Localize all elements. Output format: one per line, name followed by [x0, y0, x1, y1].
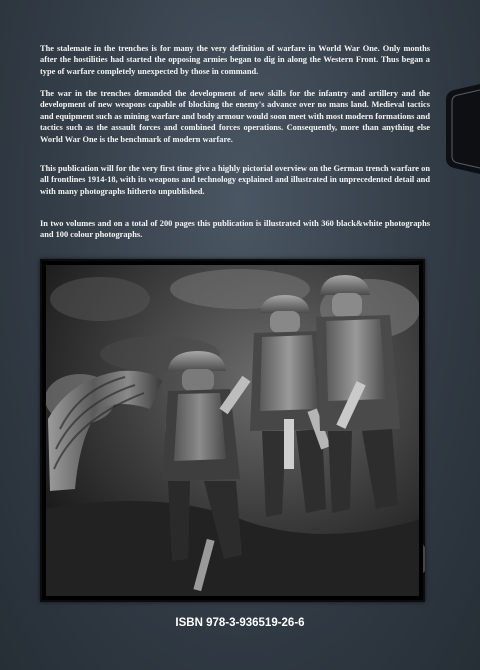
page-edge-tab	[446, 84, 480, 174]
intro-paragraph	[40, 43, 430, 77]
paragraph-trench-war: The war in the trenches demanded the development of new skills for the infantry and artillery and the development of new weapons capable of blocking the enemy's advance over no mans land. Medieval tactics and equipment such as mining warfare and body armour would soon meet with most modern formations and tactics such as the assault forces and combined forces operations. Consequently, more than anything else World War One is the benchmark of modern warfare.	[40, 89, 430, 144]
isbn-number: ISBN 978-3-936519-26-6	[175, 617, 305, 629]
publication-block	[40, 163, 430, 197]
volume-note-block	[40, 218, 430, 241]
paragraph-stalemate: The stalemate in the trenches is for many the very definition of warfare in World War One. Only months after the hostilities had started the opposing armies began to dig in along the Western Front. Thus began a type of warfare completely unexpected by those in command.	[40, 44, 430, 76]
paragraph-publication: This publication will for the very first time give a highly pictorial overview on the German trench warfare on all frontlines 1914-18, with its weapons and technology explained and illustrated in unprecedented detail and with many photographs hitherto unpublished.	[40, 164, 430, 196]
cover-photograph	[40, 259, 425, 602]
volume-note: In two volumes and on a total of 200 pages this publication is illustrated with 360 black&white photographs and 100 colour photographs.	[40, 219, 430, 240]
trench-development-block	[40, 88, 430, 145]
soldiers-trench-photo	[40, 259, 425, 602]
